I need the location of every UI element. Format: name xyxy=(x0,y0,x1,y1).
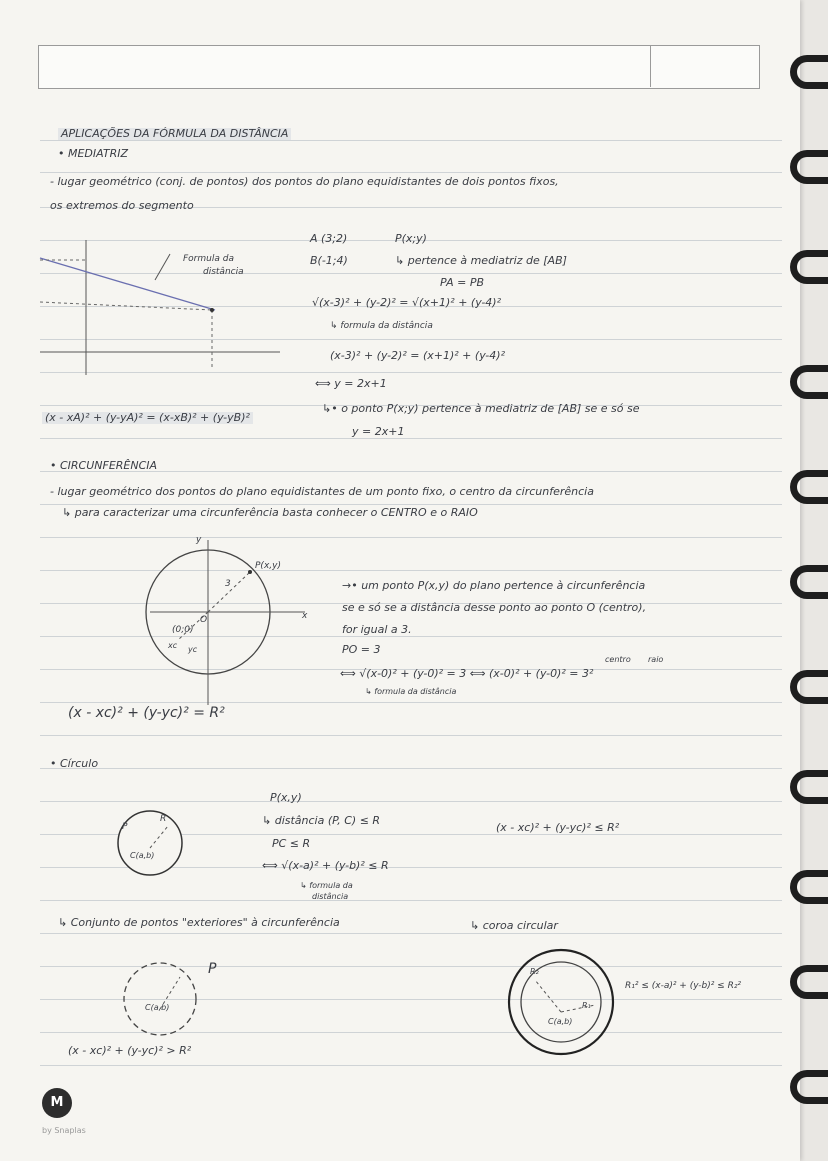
mediatriz-definition-1: - lugar geométrico (conj. de pontos) dos pontos do plano equidistantes de dois pontos fixos, xyxy=(50,175,559,188)
brand-logo: M xyxy=(42,1088,72,1118)
distance-equation: √(x-3)² + (y-2)² = √(x+1)² + (y-4)² xyxy=(312,296,501,309)
circulo-fig-p: P xyxy=(122,822,128,832)
graph-o-label: O xyxy=(200,615,208,625)
graph-r-label: 3 xyxy=(225,579,231,589)
mediatriz-definition-2: os extremos do segmento xyxy=(50,199,194,212)
exterior-formula: (x - xc)² + (y-yc)² > R² xyxy=(68,1044,192,1057)
circunferencia-definition-2: ↳ para caracterizar uma circunferência basta conhecer o CENTRO e o RAIO xyxy=(62,506,478,519)
coroa-figure xyxy=(505,950,625,1060)
circulo-fig-r: R xyxy=(160,814,167,824)
exterior-fig-c: C(a,b) xyxy=(145,1003,170,1012)
squared-equation: (x-3)² + (y-2)² = (x+1)² + (y-4)² xyxy=(330,349,505,362)
circ-text-1: →• um ponto P(x,y) do plano pertence à circunferência xyxy=(342,579,646,592)
circulo-sqrt-note-1: ↳ formula da xyxy=(300,881,353,890)
graph-center-label: (0;0) xyxy=(172,625,194,635)
coroa-fig-r2: R₂ xyxy=(530,967,539,976)
page-title: APLICAÇÕES DA FÓRMULA DA DISTÂNCIA xyxy=(58,128,291,140)
brand-name: by Snaplas xyxy=(42,1126,86,1135)
graph-label-2: distância xyxy=(203,267,244,277)
mediatriz-heading: • MEDIATRIZ xyxy=(58,147,129,160)
pertence-text: ↳ pertence à mediatriz de [AB] xyxy=(395,254,567,267)
coroa-fig-c: C(a,b) xyxy=(548,1017,573,1026)
distance-equation-note: ↳ formula da distância xyxy=(330,321,433,331)
graph-xc-label: xc xyxy=(168,641,178,650)
coroa-fig-r1: R₁ xyxy=(582,1001,591,1010)
circunferencia-definition-1: - lugar geométrico dos pontos do plano equidistantes de um ponto fixo, o centro da circunferência xyxy=(50,485,594,498)
pa-equals-pb: PA = PB xyxy=(440,276,484,289)
mediatriz-conclusion-1: ↳• o ponto P(x;y) pertence à mediatriz de [AB] se e só se xyxy=(322,402,640,415)
circunferencia-formula: (x - xc)² + (y-yc)² = R² xyxy=(68,705,225,721)
label-centro: centro xyxy=(605,655,631,664)
coroa-formula: R₁² ≤ (x-a)² + (y-b)² ≤ R₂² xyxy=(625,981,742,991)
point-b: B(-1;4) xyxy=(310,254,348,267)
coroa-text: ↳ coroa circular xyxy=(470,919,558,932)
graph-label-1: Formula da xyxy=(183,254,234,264)
exterior-text: ↳ Conjunto de pontos "exteriores" à circunferência xyxy=(58,916,340,929)
header-divider xyxy=(650,45,651,87)
graph-p-label: P(x,y) xyxy=(255,561,281,571)
label-raio: raio xyxy=(648,655,664,664)
circulo-formula: (x - xc)² + (y-yc)² ≤ R² xyxy=(496,821,620,834)
circulo-heading: • Círculo xyxy=(50,757,99,770)
circ-po: PO = 3 xyxy=(342,643,381,656)
header-box xyxy=(38,45,760,89)
mediatriz-graph xyxy=(40,240,290,380)
circ-equation-note: ↳ formula da distância xyxy=(365,687,457,696)
mediatriz-general-formula: (x - xA)² + (y-yA)² = (x-xB)² + (y-yB)² xyxy=(42,412,253,424)
solved-equation: ⟺ y = 2x+1 xyxy=(315,377,387,390)
circunferencia-graph xyxy=(140,540,340,710)
circulo-p: P(x,y) xyxy=(270,791,302,804)
circulo-pc: PC ≤ R xyxy=(272,837,311,850)
circulo-sqrt: ⟺ √(x-a)² + (y-b)² ≤ R xyxy=(262,859,389,872)
graph-x-label: x xyxy=(302,611,308,621)
circunferencia-heading: • CIRCUNFERÊNCIA xyxy=(50,459,158,472)
circ-text-3: for igual a 3. xyxy=(342,623,412,636)
exterior-fig-p: P xyxy=(208,961,217,977)
exterior-figure xyxy=(110,955,240,1045)
circulo-fig-c: C(a,b) xyxy=(130,851,155,860)
graph-yc-label: yc xyxy=(188,645,198,654)
mediatriz-conclusion-2: y = 2x+1 xyxy=(352,425,405,438)
circulo-figure xyxy=(110,808,190,878)
graph-y-label: y xyxy=(196,535,202,545)
point-p: P(x;y) xyxy=(395,232,427,245)
point-a: A (3;2) xyxy=(310,232,348,245)
circ-text-2: se e só se a distância desse ponto ao ponto O (centro), xyxy=(342,601,647,614)
circ-equation: ⟺ √(x-0)² + (y-0)² = 3 ⟺ (x-0)² + (y-0)² = 3² xyxy=(340,667,594,680)
circulo-sqrt-note-2: distância xyxy=(312,892,349,901)
circulo-dist: ↳ distância (P, C) ≤ R xyxy=(262,814,381,827)
